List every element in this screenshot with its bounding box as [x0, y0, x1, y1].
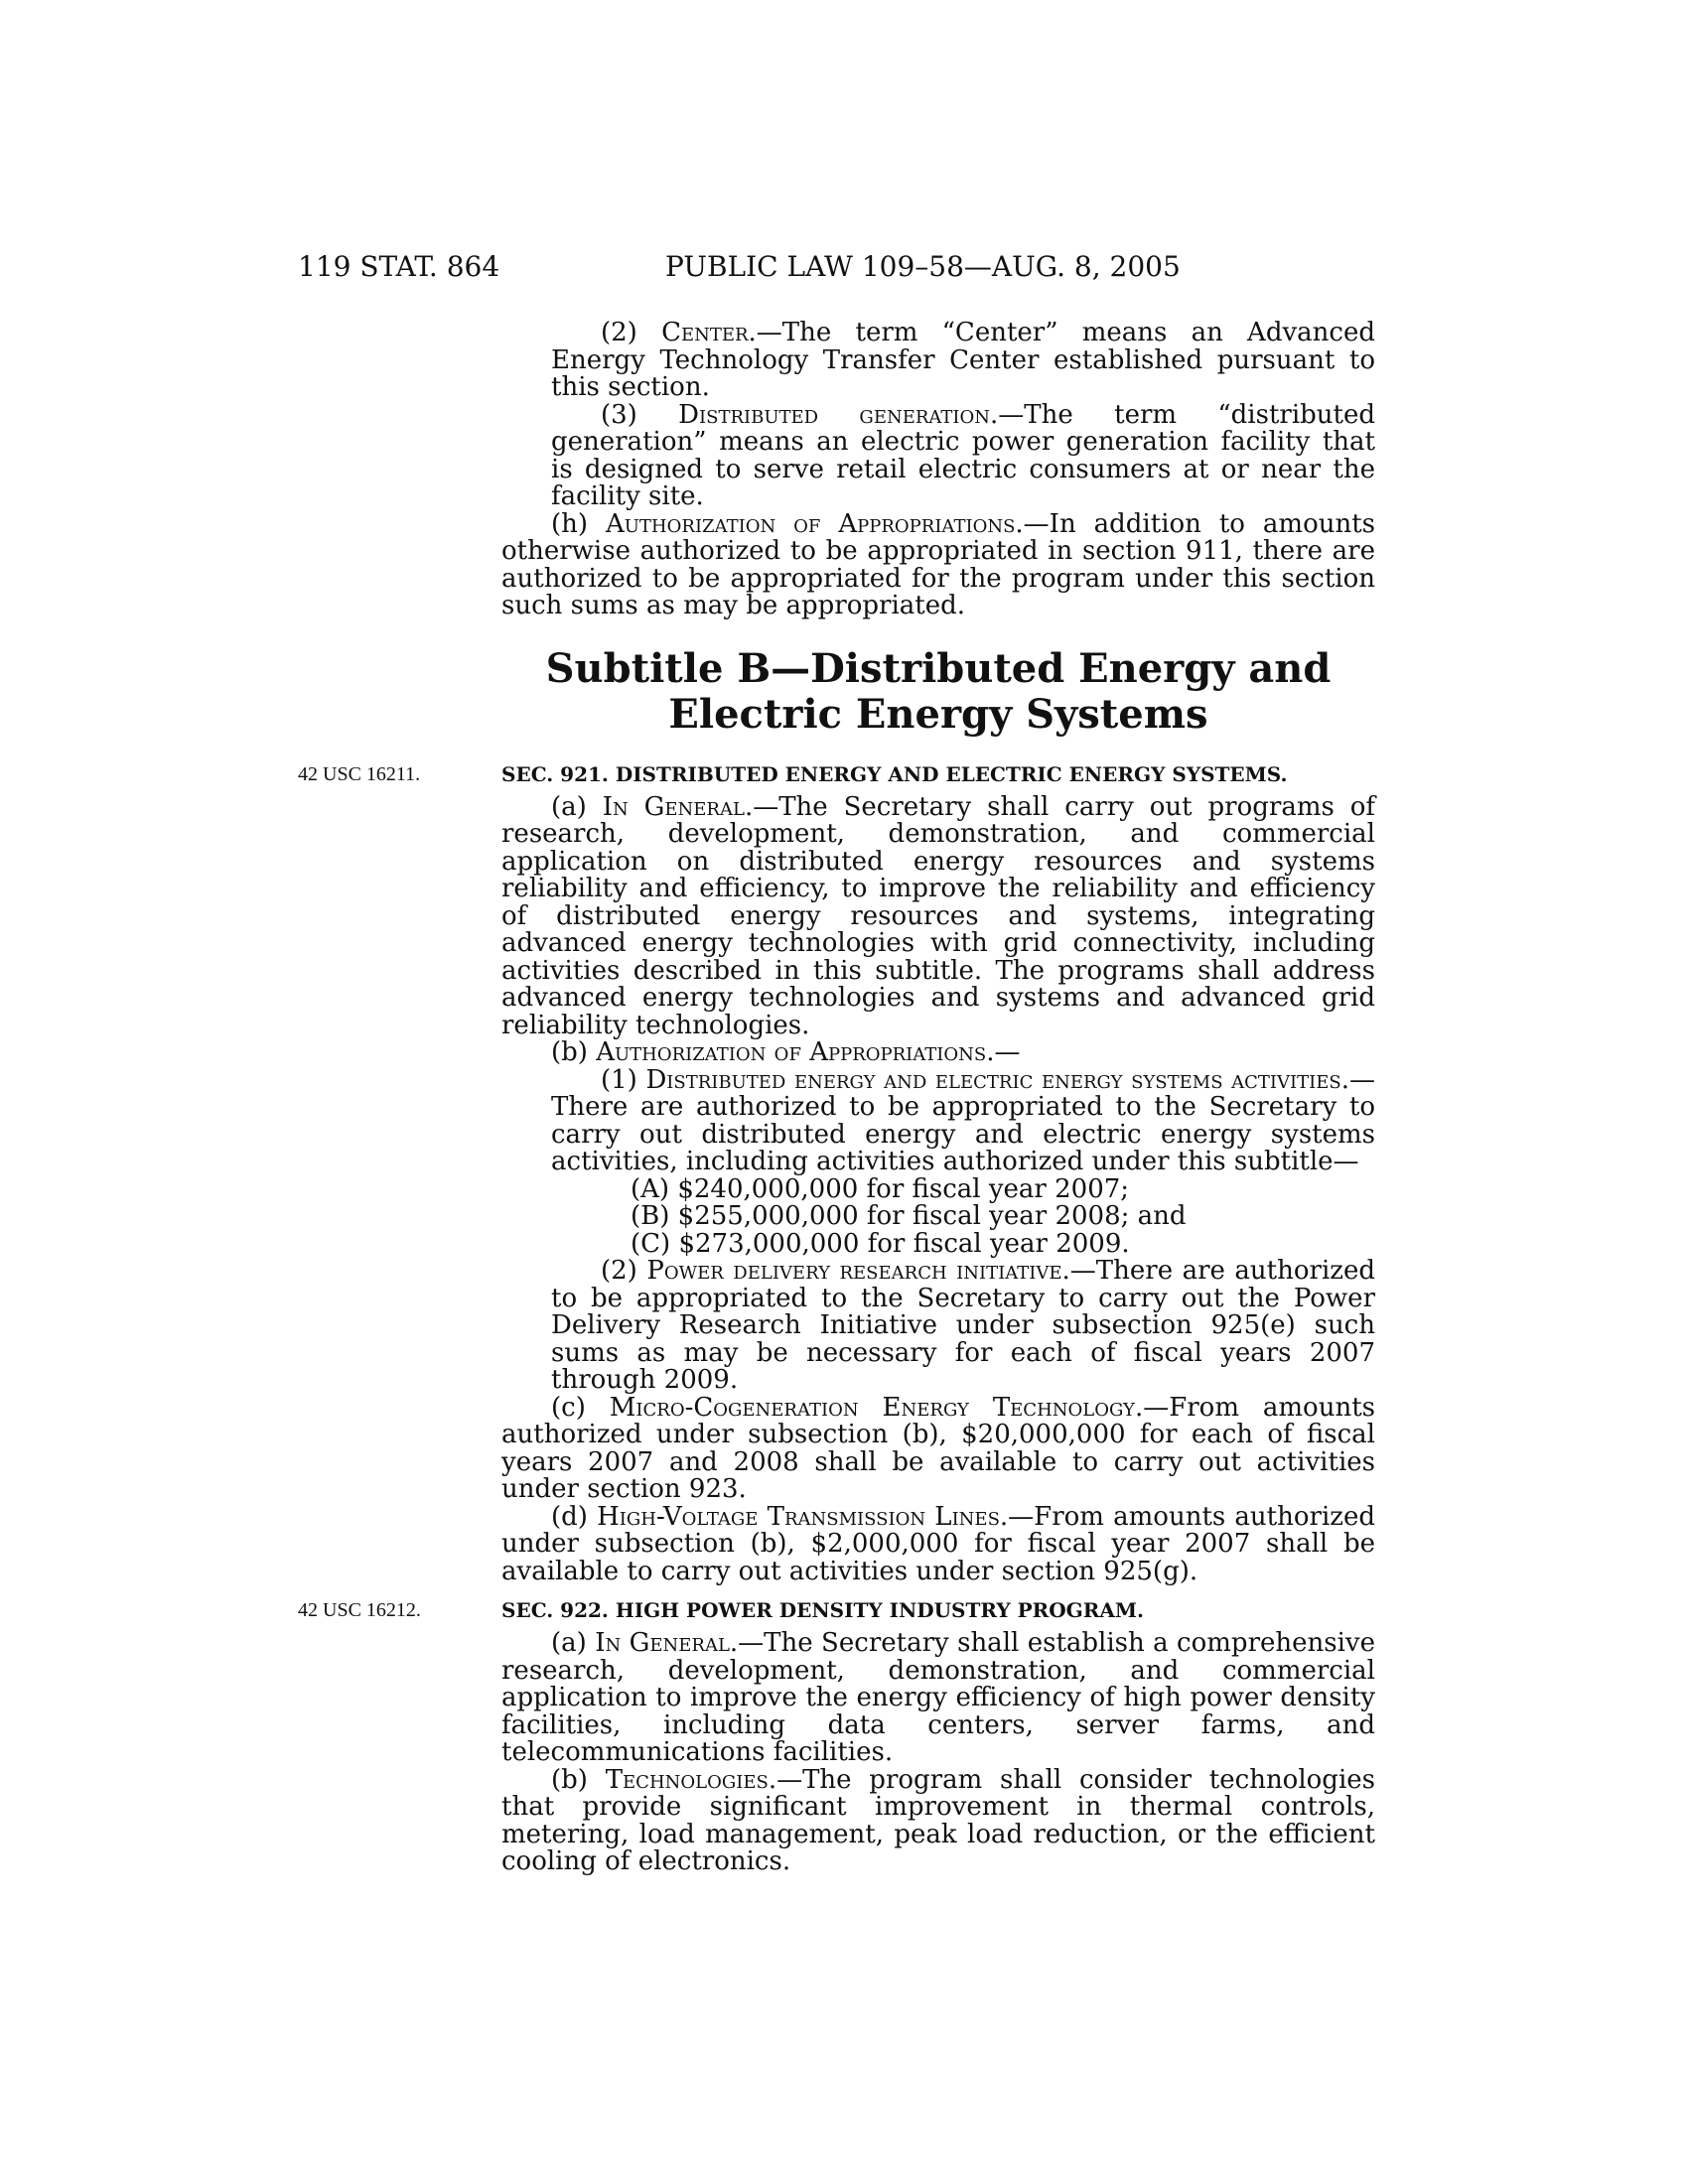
section-922-heading: SEC. 922. HIGH POWER DENSITY INDUSTRY PROGRAM. — [501, 1598, 1144, 1622]
subsection-heading: Authorization of Appropriations — [605, 508, 1016, 539]
document-body — [298, 318, 1376, 1876]
appropriation-item: (A) $240,000,000 for fiscal year 2007; — [631, 1173, 1130, 1204]
page-header — [0, 250, 1688, 290]
section-921-subsection-d: (d) High-Voltage Transmission Lines.—From amounts authorized under subsection (b), $2,000,000 for fiscal year 2007 shall be available to carry out activities under section 925(g). — [501, 1501, 1375, 1586]
subtitle-heading: Subtitle B—Distributed Energy and Electric Energy Systems — [545, 644, 1332, 738]
subsection-heading: Micro-Cogeneration Energy Technology — [609, 1392, 1135, 1423]
section-922-subsection-b: (b) Technologies.—The program shall consider technologies that provide significant improvement in thermal controls, metering, load management, peak load reduction, or the efficient cooling of electronics. — [501, 1764, 1375, 1876]
section-922-heading-row — [298, 1597, 1375, 1624]
term-heading: Distributed generation — [678, 399, 991, 430]
usc-sidenote: 42 USC 16211. — [298, 762, 421, 785]
subsection-heading: Authorization of Appropriations — [596, 1037, 987, 1067]
section-921-subsection-a: (a) In General.—The Secretary shall carry out programs of research, development, demonstration, and commercial application on distributed energy resources and systems reliability and efficiency, to improve the reliability and efficiency of distributed energy resources and systems, integrating advanced energy technologies with grid connectivity, including activities described in this subtitle. The programs shall address advanced energy technologies and systems and advanced grid reliability technologies. — [501, 791, 1375, 1040]
section-921-heading-row — [298, 761, 1375, 788]
section-922-subsection-a: (a) In General.—The Secretary shall establish a comprehensive research, development, demonstration, and commercial application to improve the energy efficiency of high power density facilities, including data centers, server farms, and telecommunications facilities. — [501, 1628, 1375, 1767]
public-law-running-head: PUBLIC LAW 109–58—AUG. 8, 2005 — [665, 250, 1181, 283]
paragraph-distributed-generation-definition: (3) Distributed generation.—The term “distributed generation” means an electric power generation facility that is designed to serve retail electric consumers at or near the facility site. — [551, 399, 1376, 511]
section-921-paragraph-b2: (2) Power delivery research initiative.—There are authorized to be appropriated to the Secretary to carry out the Power Delivery Research Initiative under subsection 925(e) such sums as may be necessary for each of fiscal years 2007 through 2009. — [551, 1256, 1375, 1395]
section-921-paragraph-b1: (1) Distributed energy and electric energy systems activities.—There are authorized to be appropriated to the Secretary to carry out distributed energy and electric energy systems activities, including activities authorized under this subtitle— — [551, 1064, 1375, 1176]
subsection-heading: In General — [595, 1628, 730, 1658]
paragraph-heading: Power delivery research initiative — [646, 1256, 1062, 1286]
paragraph-heading: Distributed energy and electric energy systems activities — [645, 1064, 1341, 1095]
subsection-heading: Technologies — [605, 1764, 769, 1795]
subsection-heading: High-Voltage Transmission Lines — [597, 1501, 1000, 1532]
subsection-heading: In General — [602, 791, 745, 822]
section-921-subsection-b: (b) Authorization of Appropriations.— — [551, 1037, 1021, 1067]
section-921-subsection-c: (c) Micro-Cogeneration Energy Technology.—From amounts authorized under subsection (b), $20,000,000 for each of fiscal years 2007 and 2008 shall be available to carry out activities under section 923. — [501, 1392, 1375, 1504]
statute-page-number: 119 STAT. 864 — [298, 250, 500, 283]
paragraph-authorization-h: (h) Authorization of Appropriations.—In addition to amounts otherwise authorized to be appropriated in section 911, there are authorized to be appropriated for the program under this section such sums as may be appropriated. — [501, 508, 1375, 620]
term-heading: Center — [661, 318, 749, 347]
appropriation-item: (B) $255,000,000 for fiscal year 2008; and — [631, 1201, 1187, 1231]
appropriation-item: (C) $273,000,000 for fiscal year 2009. — [631, 1228, 1130, 1259]
section-921-heading: SEC. 921. DISTRIBUTED ENERGY AND ELECTRIC ENERGY SYSTEMS. — [501, 761, 1288, 786]
paragraph-center-definition: (2) Center.—The term “Center” means an Advanced Energy Technology Transfer Center established pursuant to this section. — [551, 318, 1376, 402]
usc-sidenote: 42 USC 16212. — [298, 1599, 421, 1621]
